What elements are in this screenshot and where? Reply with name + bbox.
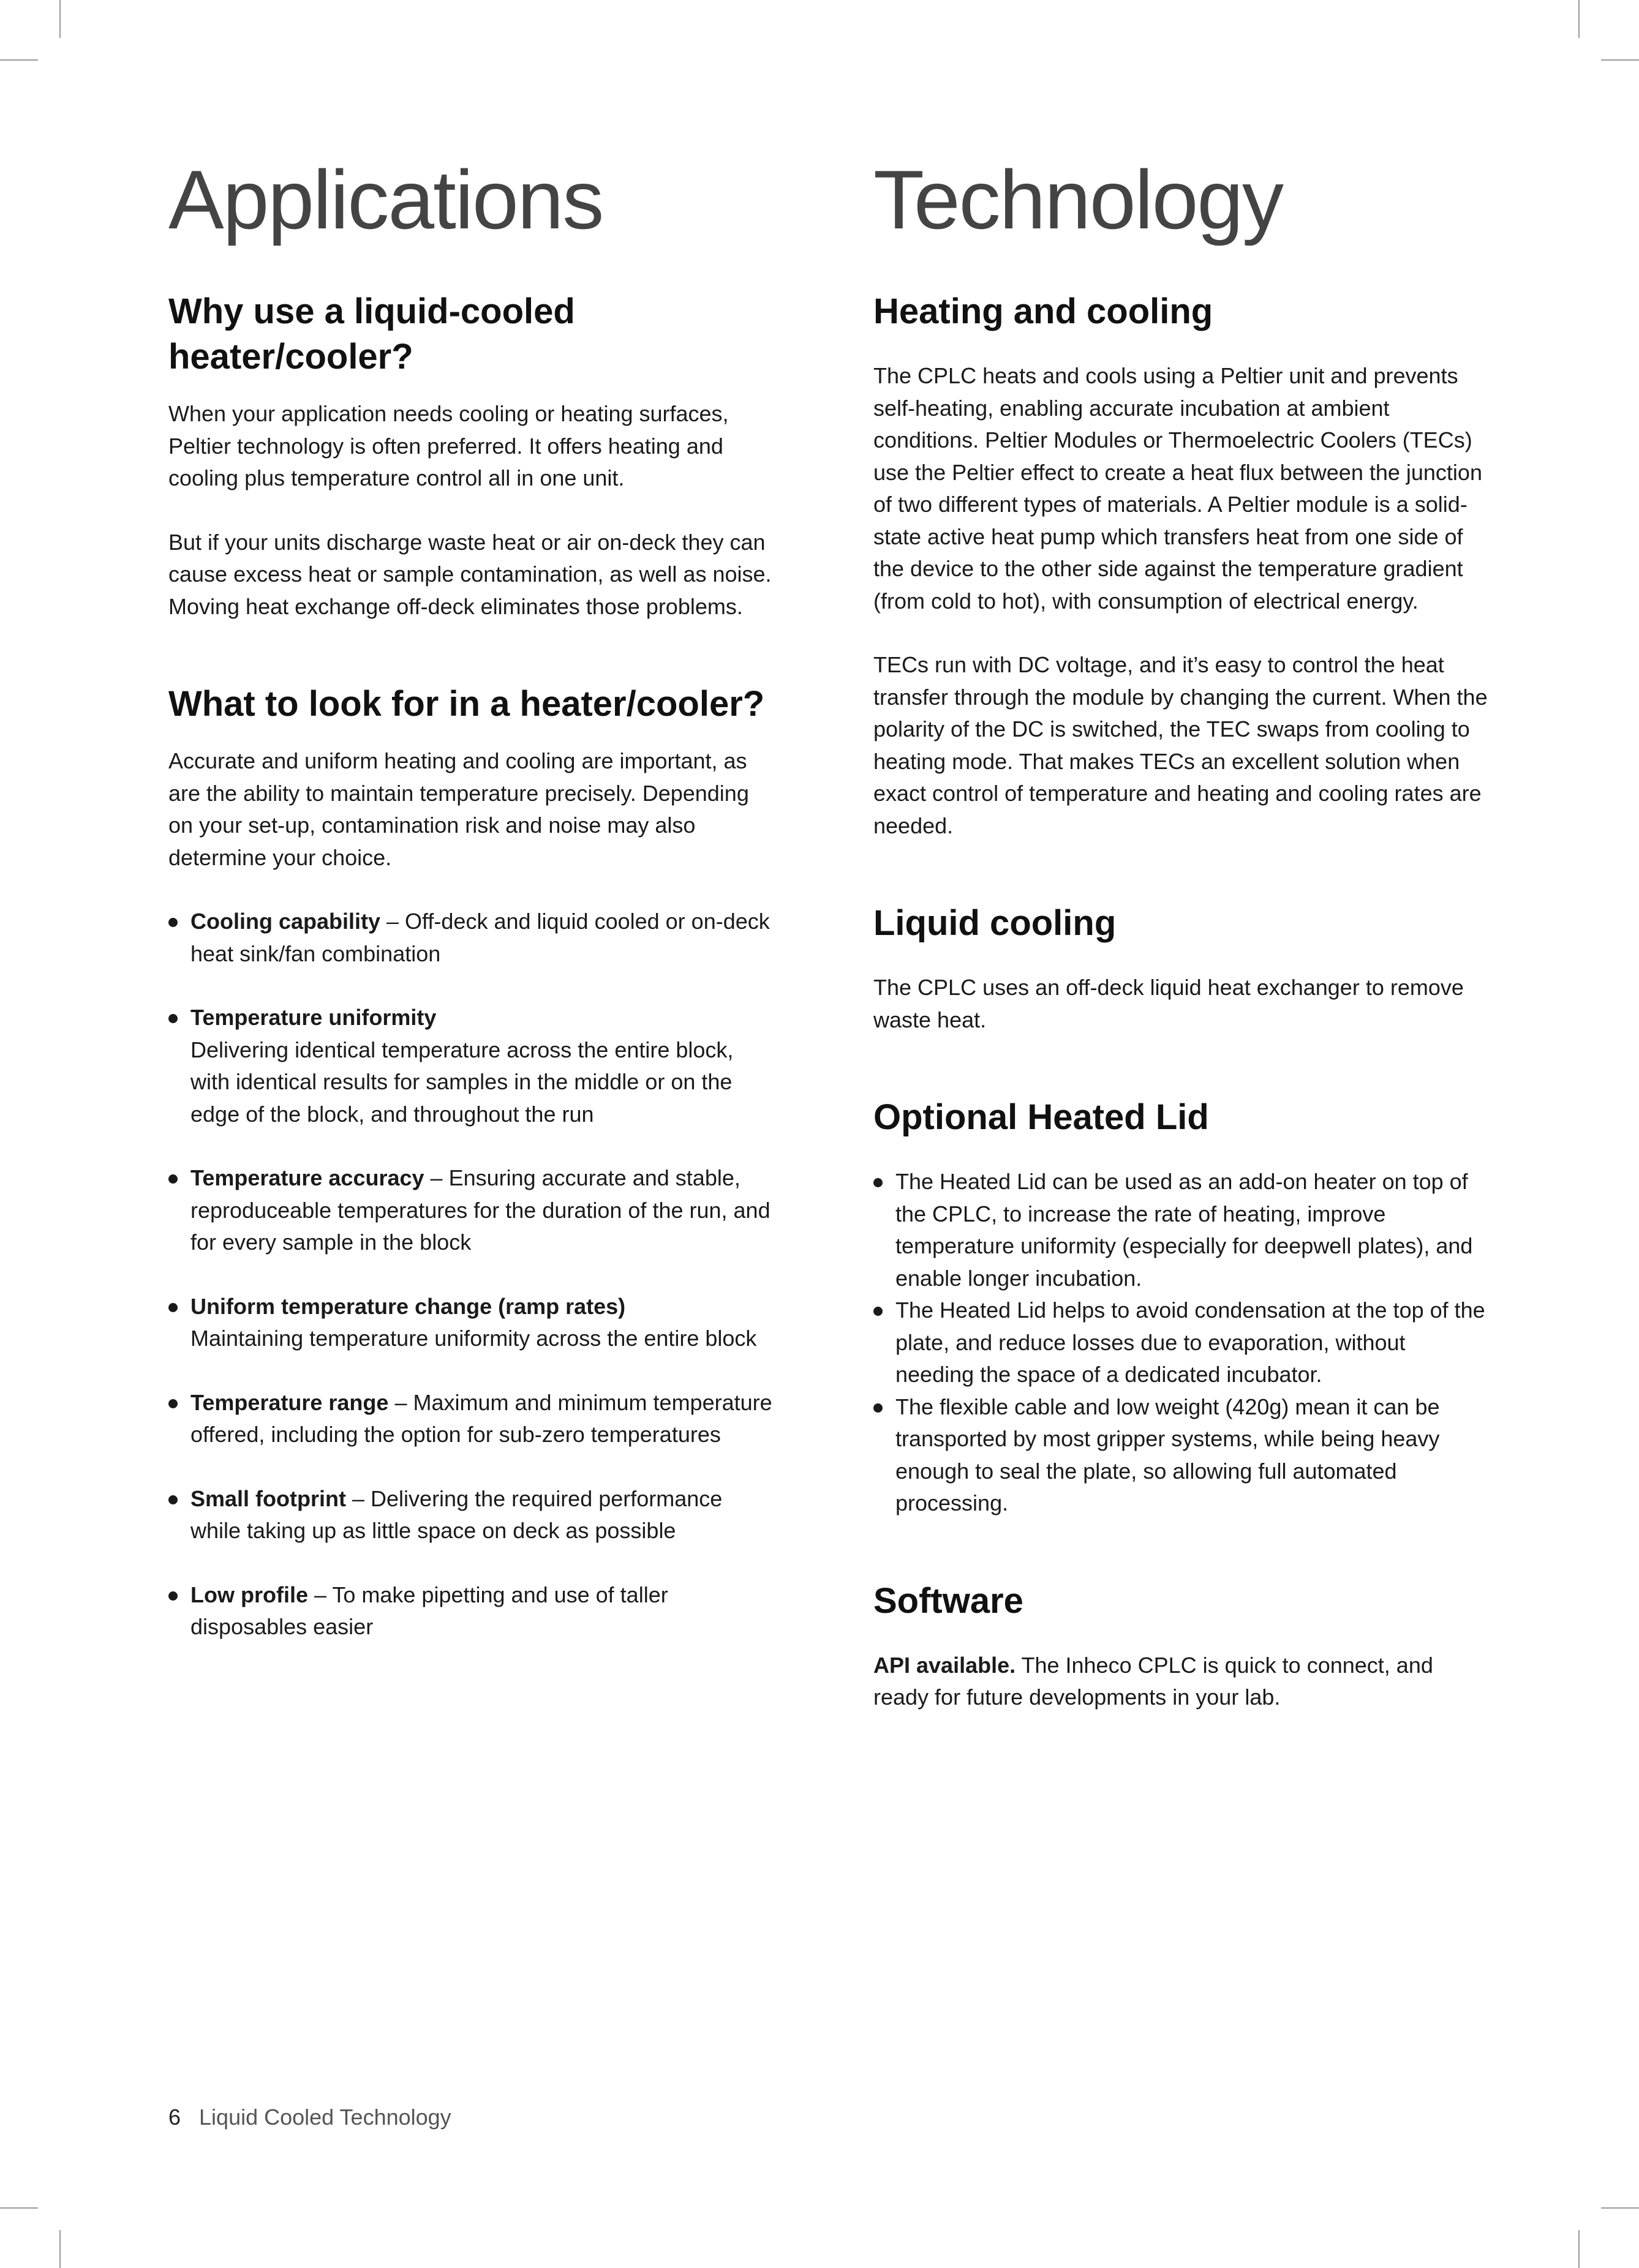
crop-mark	[0, 2207, 38, 2209]
crop-mark	[1578, 2230, 1580, 2268]
criteria-item	[168, 1002, 775, 1130]
applications-title: Applications	[168, 153, 603, 246]
criteria-item-title: Temperature range	[190, 1389, 389, 1415]
heated-lid-list	[873, 1166, 1489, 1520]
why-liquid-cooled-section	[168, 289, 775, 623]
technology-column	[873, 153, 1489, 1714]
criteria-item	[168, 1162, 775, 1259]
software-heading: Software	[873, 1580, 1023, 1621]
criteria-item-title: Uniform temperature change (ramp rates)	[190, 1293, 626, 1319]
criteria-item	[168, 906, 775, 970]
criteria-item-text: – Off-deck and liquid cooled or on-deck heat sink/fan combination	[190, 909, 770, 966]
why-paragraph-2: But if your units discharge waste heat or air on-deck they can cause excess heat or sample contamination, as well as noise. Moving heat exchange off-deck eliminates those problems.	[168, 529, 772, 619]
technology-title: Technology	[873, 153, 1283, 246]
heated-lid-item: The flexible cable and low weight (420g) mean it can be transported by most gripper systems, while being heavy enough to seal the plate, so allowing full automated processing.	[873, 1391, 1489, 1520]
what-to-look-for-heading: What to look for in a heater/cooler?	[168, 684, 765, 724]
software-section	[873, 1579, 1489, 1714]
criteria-item	[168, 1483, 775, 1547]
criteria-item	[168, 1579, 775, 1643]
what-to-look-for-paragraph: Accurate and uniform heating and cooling are important, as are the ability to maintain temperature precisely. Depending on your set-up, contamination risk and noise may also determine your choice.	[168, 748, 749, 870]
criteria-item-text: – Delivering the required performance while taking up as little space on deck as possible	[190, 1485, 723, 1543]
crop-mark	[59, 2230, 61, 2268]
heating-paragraph-2: TECs run with DC voltage, and it’s easy to control the heat transfer through the module by changing the current. When the polarity of the DC is switched, the TEC swaps from cooling to heating mode. That makes TECs an excellent solution when exact control of temperature and heating and cooling rates are needed.	[873, 652, 1488, 838]
heated-lid-item: The Heated Lid can be used as an add-on heater on top of the CPLC, to increase the rate of heating, improve temperature uniformity (especially for deepwell plates), and enable longer incubation.	[873, 1166, 1489, 1294]
criteria-item-text: Maintaining temperature uniformity across the entire block	[190, 1326, 757, 1351]
api-available-label: API available.	[873, 1652, 1016, 1678]
software-text: The Inheco CPLC is quick to connect, and ready for future developments in your lab.	[873, 1652, 1433, 1710]
crop-mark	[1601, 2207, 1639, 2209]
what-to-look-for-section	[168, 682, 775, 1643]
page-footer	[168, 2101, 451, 2133]
why-paragraph-1: When your application needs cooling or heating surfaces, Peltier technology is often preferred. It offers heating and cooling plus temperature control all in one unit.	[168, 401, 729, 490]
heating-paragraph-1: The CPLC heats and cools using a Peltier unit and prevents self-heating, enabling accurate incubation at ambient conditions. Peltier Modules or Thermoelectric Coolers (TECs) use the Peltier effect to create a heat flux between the junction of two different types of materials. A Peltier module is a solid-state active heat pump which transfers heat from one side of the device to the other side against the temperature gradient (from cold to hot), with consumption of electrical energy.	[873, 363, 1482, 614]
software-paragraph	[873, 1650, 1489, 1714]
heated-lid-heading: Optional Heated Lid	[873, 1097, 1209, 1137]
criteria-item-title: Temperature uniformity	[190, 1005, 437, 1030]
crop-mark	[59, 0, 61, 38]
heating-cooling-section	[873, 289, 1489, 842]
applications-column	[168, 153, 775, 1643]
heating-cooling-heading: Heating and cooling	[873, 291, 1213, 331]
footer-label: Liquid Cooled Technology	[199, 2105, 451, 2130]
crop-mark	[0, 59, 38, 61]
crop-mark	[1601, 59, 1639, 61]
criteria-item-title: Small footprint	[190, 1485, 346, 1511]
liquid-cooling-paragraph: The CPLC uses an off-deck liquid heat exchanger to remove waste heat.	[873, 975, 1464, 1032]
crop-mark	[1578, 0, 1580, 38]
heated-lid-item: The Heated Lid helps to avoid condensation at the top of the plate, and reduce losses due to evaporation, without needing the space of a dedicated incubator.	[873, 1294, 1489, 1391]
criteria-item-text: Delivering identical temperature across the entire block, with identical results for samples in the middle or on the edge of the block, and throughout the run	[190, 1037, 734, 1127]
criteria-item-title: Low profile	[190, 1582, 308, 1607]
page-number: 6	[168, 2105, 181, 2130]
criteria-item	[168, 1291, 775, 1355]
liquid-cooling-section	[873, 901, 1489, 1036]
criteria-list	[168, 906, 775, 1643]
criteria-item-text: – Maximum and minimum temperature offered, including the option for sub-zero temperatures	[190, 1389, 772, 1447]
criteria-item-text: – Ensuring accurate and stable, reproduceable temperatures for the duration of the run, and for every sample in the block	[190, 1165, 771, 1255]
criteria-item-text: – To make pipetting and use of taller disposables easier	[190, 1582, 668, 1639]
heated-lid-section	[873, 1095, 1489, 1520]
criteria-item-title: Cooling capability	[190, 909, 381, 934]
criteria-item	[168, 1387, 775, 1451]
why-liquid-cooled-heading: Why use a liquid-cooled heater/cooler?	[168, 291, 575, 377]
criteria-item-title: Temperature accuracy	[190, 1165, 424, 1190]
liquid-cooling-heading: Liquid cooling	[873, 903, 1117, 943]
